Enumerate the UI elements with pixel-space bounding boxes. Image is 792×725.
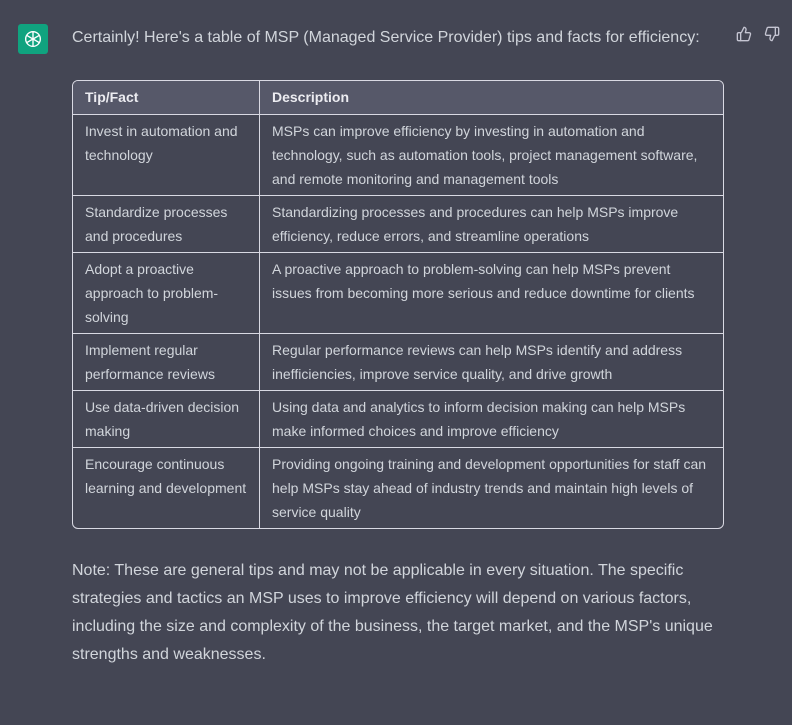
description-cell: MSPs can improve efficiency by investing in automation and technology, such as automation tools, project management software, and remote monitoring and management tools — [272, 123, 698, 187]
description-cell: Using data and analytics to inform decision making can help MSPs make informed choices and improve efficiency — [260, 390, 723, 447]
tip-cell: Standardize processes and procedures — [73, 195, 260, 252]
thumbs-down-icon[interactable] — [764, 26, 780, 42]
table-header-row — [73, 81, 723, 115]
table-row — [73, 333, 723, 390]
tip-cell: Implement regular performance reviews — [73, 333, 260, 390]
feedback-buttons — [736, 26, 780, 42]
table-row — [73, 390, 723, 447]
table-row — [73, 195, 723, 252]
tip-cell: Invest in automation and technology — [73, 115, 260, 195]
assistant-avatar — [18, 24, 48, 54]
table-row — [73, 115, 723, 195]
note-text: Note: These are general tips and may not be applicable in every situation. The specific strategies and tactics an MSP uses to improve efficiency will depend on various factors, including the size and complexity of the business, the target market, and the MSP's unique strengths and weaknesses. — [72, 562, 713, 663]
thumbs-up-icon[interactable] — [736, 26, 752, 42]
description-cell: Providing ongoing training and development opportunities for staff can help MSPs stay ahead of industry trends and maintain high levels of service quality — [260, 447, 723, 528]
openai-logo-icon — [22, 28, 44, 50]
tip-cell: Encourage continuous learning and development — [73, 447, 260, 528]
table-row — [73, 447, 723, 528]
assistant-message — [72, 24, 724, 669]
tip-cell: Use data-driven decision making — [73, 390, 260, 447]
description-cell: A proactive approach to problem-solving can help MSPs prevent issues from becoming more serious and reduce downtime for clients — [260, 252, 723, 333]
description-cell: Regular performance reviews can help MSPs identify and address inefficiencies, improve service quality, and drive growth — [260, 333, 723, 390]
column-header-tip: Tip/Fact — [73, 81, 260, 115]
table-row — [73, 252, 723, 333]
intro-text: Certainly! Here's a table of MSP (Managed Service Provider) tips and facts for efficiency: — [72, 29, 700, 46]
description-cell: Standardizing processes and procedures can help MSPs improve efficiency, reduce errors, and streamline operations — [260, 195, 723, 252]
tips-table — [72, 80, 724, 529]
column-header-description: Description — [260, 81, 723, 115]
tip-cell: Adopt a proactive approach to problem-solving — [73, 252, 260, 333]
